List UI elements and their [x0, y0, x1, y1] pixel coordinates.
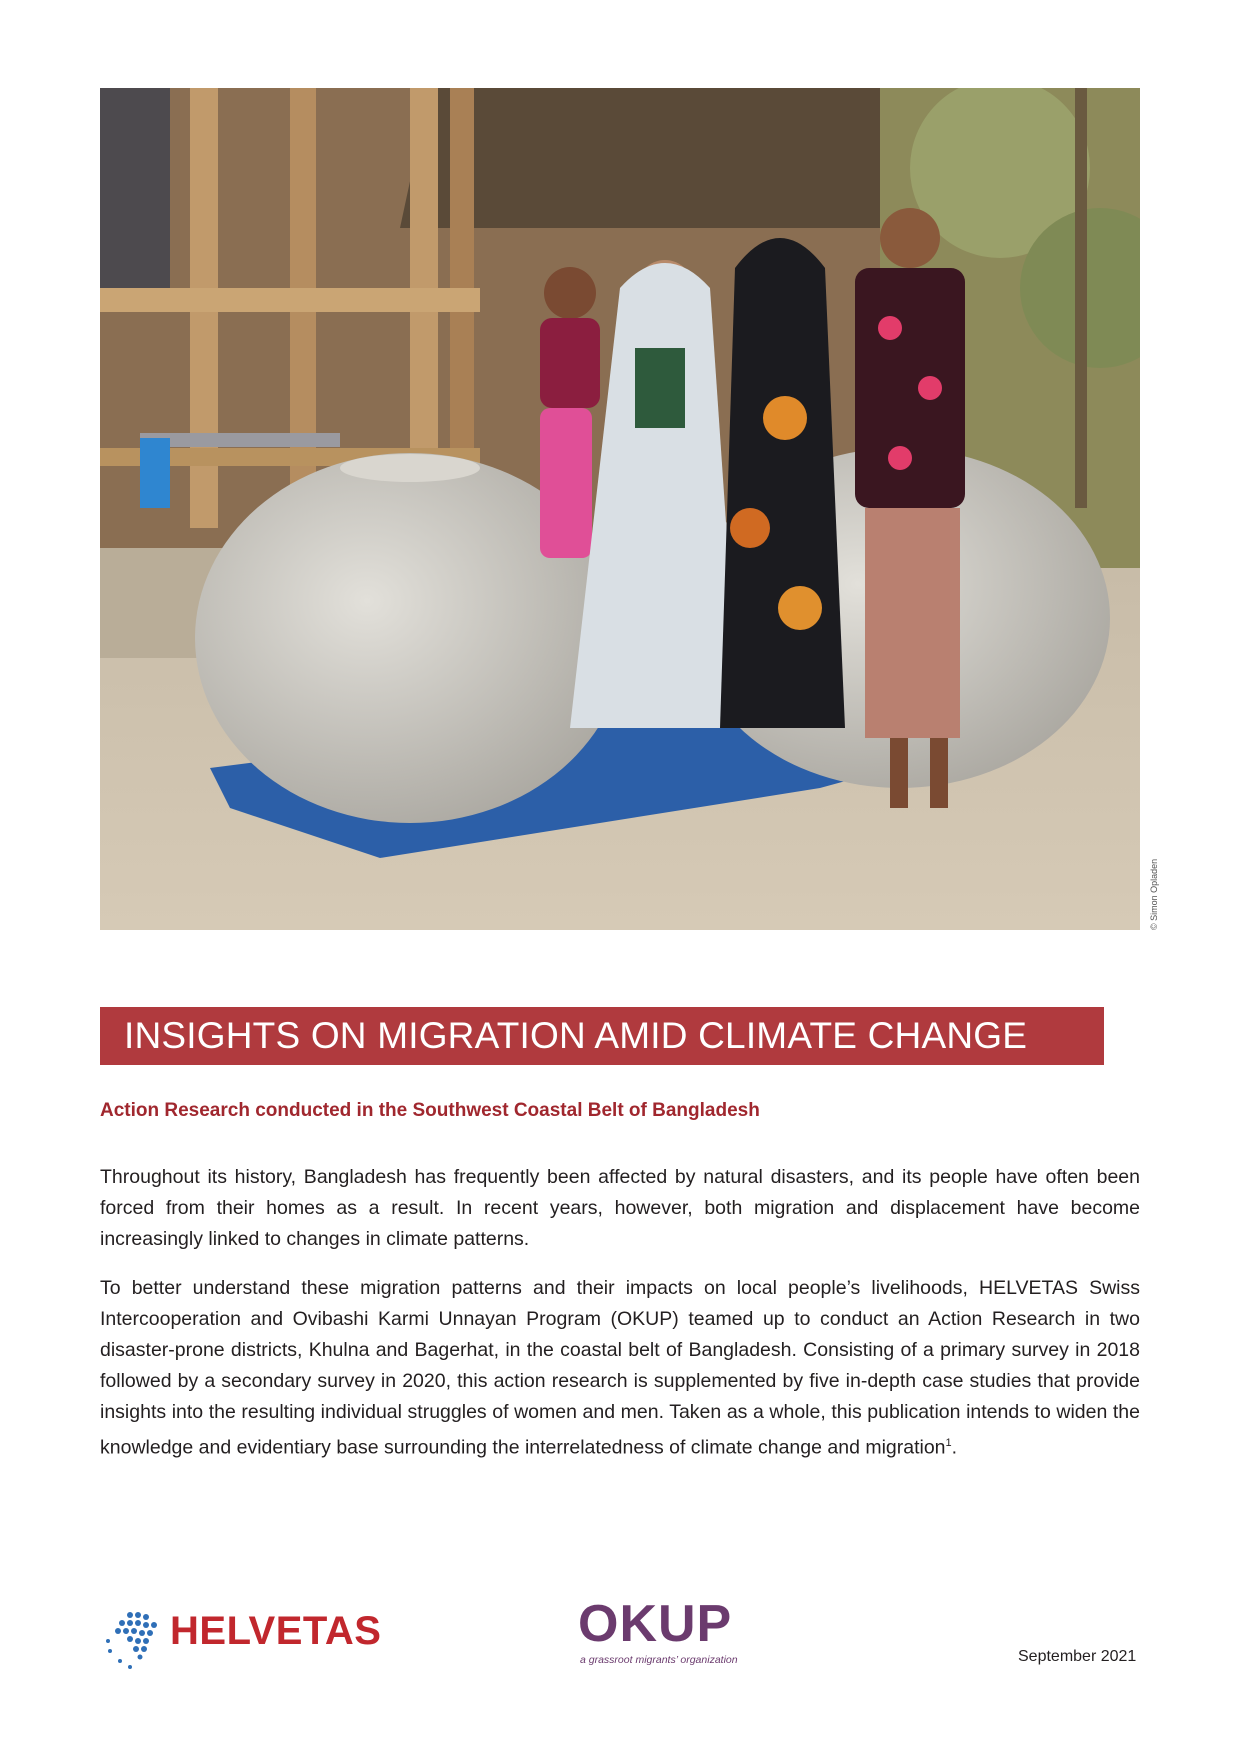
paragraph-1: Throughout its history, Bangladesh has frequently been affected by natural disasters, and its people have often been forced from their homes as a result. In recent years, however, both migration and displacement have become increasingly linked to changes in climate patterns.	[100, 1166, 1140, 1250]
publication-date: September 2021	[1018, 1648, 1137, 1665]
paragraph-2	[100, 1273, 1140, 1464]
globe-icon	[100, 1595, 170, 1675]
okup-tagline: a grassroot migrants’ organization	[580, 1654, 738, 1666]
paragraph-2-text: To better understand these migration patterns and their impacts on local people’s livelihoods, HELVETAS Swiss Intercooperation and Ovibashi Karmi Unnayan Program (OKUP) teamed up to conduct an Action Research in two disaster-prone districts, Khulna and Bagerhat, in the coastal belt of Bangladesh. Consisting of a primary survey in 2018 followed by a secondary survey in 2020, this action research is supplemented by five in-depth case studies that provide insights into the resulting individual struggles of women and men. Taken as a whole, this publication intends to widen the knowledge and evidentiary base surrounding the interrelatedness of climate change and migration	[100, 1277, 1140, 1459]
page-title: INSIGHTS ON MIGRATION AMID CLIMATE CHANGE	[124, 1015, 1028, 1056]
okup-wordmark: OKUP	[578, 1595, 733, 1653]
photo-credit: © Simon Opladen	[1149, 858, 1159, 930]
title-banner	[100, 1007, 1104, 1065]
paragraph-2-end: .	[951, 1436, 958, 1459]
cover-photo	[100, 88, 1140, 930]
helvetas-wordmark: HELVETAS	[170, 1609, 382, 1653]
body-text	[100, 1162, 1140, 1482]
helvetas-logo	[100, 1595, 400, 1675]
okup-logo	[578, 1594, 778, 1674]
footnote-mark: 1	[945, 1437, 952, 1449]
family-photo-illustration	[100, 88, 1140, 930]
subtitle: Action Research conducted in the Southwest Coastal Belt of Bangladesh	[100, 1100, 760, 1121]
